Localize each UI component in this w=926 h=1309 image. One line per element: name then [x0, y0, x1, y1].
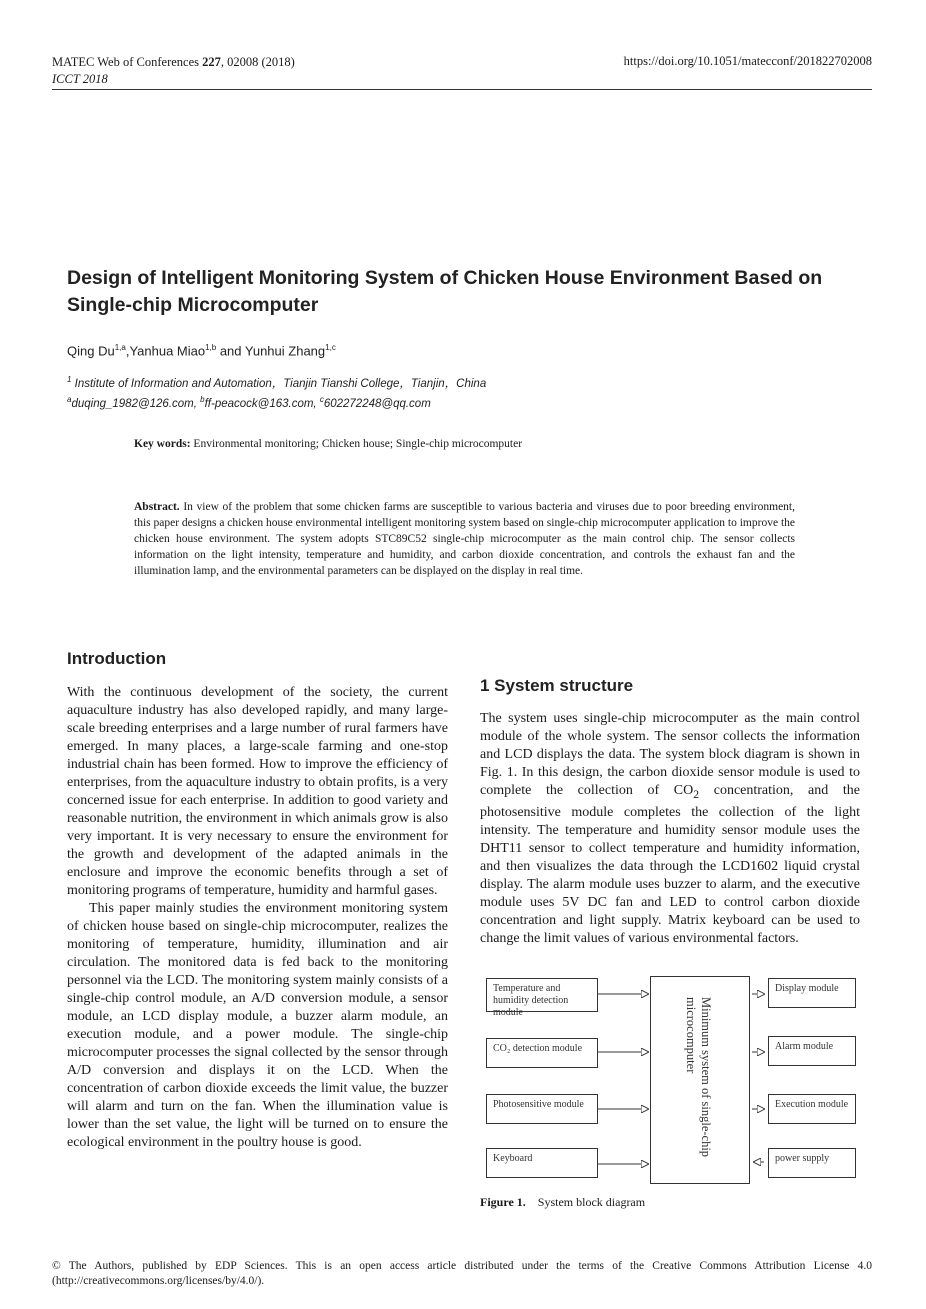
keywords — [134, 438, 794, 450]
author-affil-mark: 1,a — [114, 343, 126, 352]
paragraph: With the continuous development of the society, the current aquaculture industry has also developed rapidly, and many large-scale breeding enterprises and a large number of rural farmers have emerged. In many places, a large-scale farming and one-stop industrial chain has been formed. How to improve the efficiency of enterprises, from the aquaculture industry to obtain profits, is a very concerned issue for each enterprise. In addition to good variety and reasonable nutrition, the environment in which animals grow is also very important. It is very necessary to ensure the environment for the growth and development of the adapted animals in the enclosure and improve the economic benefits through a set of monitoring programs of temperature, humidity and harmful gases. — [67, 685, 449, 898]
article-number: , 02008 (2018) — [220, 55, 295, 69]
output-block: Execution module — [768, 1094, 856, 1124]
paragraph-text: concentration, and the photosensitive module completes the collection of the light intensity. The temperature and humidity sensor module uses the DHT11 sensor to collect temperature and humidity information, and then visualizes the data through the LCD1602 liquid crystal display. The alarm module uses buzzer to alarm, and the executive module uses 5V DC fan and LED to control carbon dioxide concentration and light supply. Matrix keyboard can be used to change the limit values of various environmental factors. — [480, 783, 860, 946]
left-column — [67, 684, 448, 1152]
doi-link[interactable]: https://doi.org/10.1051/matecconf/201822702008 — [623, 54, 872, 68]
output-block: Alarm module — [768, 1036, 856, 1066]
email-link[interactable]: 602272248@qq.com — [323, 397, 431, 410]
email-list — [67, 392, 486, 412]
affil-mark: 1 — [67, 375, 72, 384]
input-block: Keyboard — [486, 1148, 598, 1178]
journal-name: MATEC Web of Conferences — [52, 55, 199, 69]
caption-label: Figure 1. — [480, 1195, 526, 1209]
running-header-left — [52, 54, 295, 88]
paragraph-text: The system uses single-chip microcomputer as the main control module of the whole system. The sensor collects the information and LCD displays the data. The system block diagram is shown in Fig. 1. In this design, the carbon dioxide sensor module is used to complete the collection of CO — [480, 711, 860, 798]
output-block: Display module — [768, 978, 856, 1008]
author-name: Qing Du — [67, 343, 115, 359]
abstract — [134, 499, 795, 579]
keywords-label: Key words: — [134, 438, 191, 450]
paragraph: This paper mainly studies the environment monitoring system of chicken house based on single-chip microcomputer, realizes the monitoring of temperature, humidity, illumination and air circulation. The monitored data is fed back to the monitoring personnel via the LCD. The monitoring system mainly consists of a single-chip control module, an A/D conversion module, a sensor module, an LCD display module, a buzzer alarm module, an execution module, and a power module. The single-chip microcomputer processes the signal collected by the sensor through A/D conversion and displays it on the LCD. When the concentration of carbon dioxide exceeds the limit value, the buzzer will alarm and turn on the fan. When the illumination value is lower than the set value, the light will be turned on to ensure the ecological environment in the poultry house is good. — [67, 901, 448, 1150]
header-divider — [52, 89, 872, 90]
mcu-label: Minimum system of single-chip microcomputer — [684, 997, 713, 1158]
author-affil-mark: 1,c — [325, 343, 336, 352]
conference-name: ICCT 2018 — [52, 72, 108, 86]
right-column — [480, 710, 860, 948]
keywords-text: Environmental monitoring; Chicken house; Single-chip microcomputer — [190, 438, 523, 450]
author-list — [67, 343, 336, 358]
author-affil-mark: 1,b — [205, 343, 217, 352]
affiliation-block — [67, 372, 486, 412]
section-heading-system-structure: 1 System structure — [480, 676, 634, 695]
abstract-text: In view of the problem that some chicken farms are susceptible to various bacteria and viruses due to poor breeding environment, this paper designs a chicken house environmental intelligent monitoring system based on single-chip microcomputer application to improve the chicken house environment. The system adopts STC89C52 single-chip microcomputer as the main control chip. The sensor collects information on the light intensity, temperature and humidity, and carbon dioxide concentration, and controls the exhaust fan and the illumination lamp, and the environmental parameters can be displayed on the display in real time. — [134, 501, 795, 577]
output-block: power supply — [768, 1148, 856, 1178]
paper-title: Design of Intelligent Monitoring System of Chicken House Environment Based on Single-chip Microcomputer — [67, 267, 823, 316]
license-footer: © The Authors, published by EDP Sciences. This is an open access article distributed under the terms of the Creative Commons Attribution License 4.0 (http://creativecommons.org/licenses/by/4.0/). — [52, 1260, 872, 1287]
affiliation-text: Institute of Information and Automation，Tianjin Tianshi College，Tianjin，China — [71, 377, 487, 390]
volume-number: 227 — [202, 55, 221, 69]
input-block: CO₂ detection module — [486, 1038, 598, 1068]
section-heading-introduction: Introduction — [67, 649, 167, 668]
email-link[interactable]: duqing_1982@126.com, — [71, 397, 201, 410]
paragraph — [480, 710, 860, 948]
abstract-label: Abstract. — [134, 501, 180, 513]
mcu-center-block — [650, 976, 750, 1184]
email-mark: b — [200, 394, 205, 404]
input-block: Photosensitive module — [486, 1094, 598, 1124]
author-name: ,Yanhua Miao — [125, 343, 206, 359]
subscript: 2 — [693, 787, 700, 801]
email-mark: a — [67, 394, 72, 404]
system-block-diagram — [480, 964, 862, 1186]
input-block: Temperature and humidity detection module — [486, 978, 598, 1012]
email-mark: c — [319, 394, 324, 404]
email-link[interactable]: ff-peacock@163.com, — [204, 397, 320, 410]
author-name: and Yunhui Zhang — [216, 343, 326, 359]
figure-caption — [480, 1195, 645, 1210]
caption-text: System block diagram — [537, 1195, 646, 1209]
